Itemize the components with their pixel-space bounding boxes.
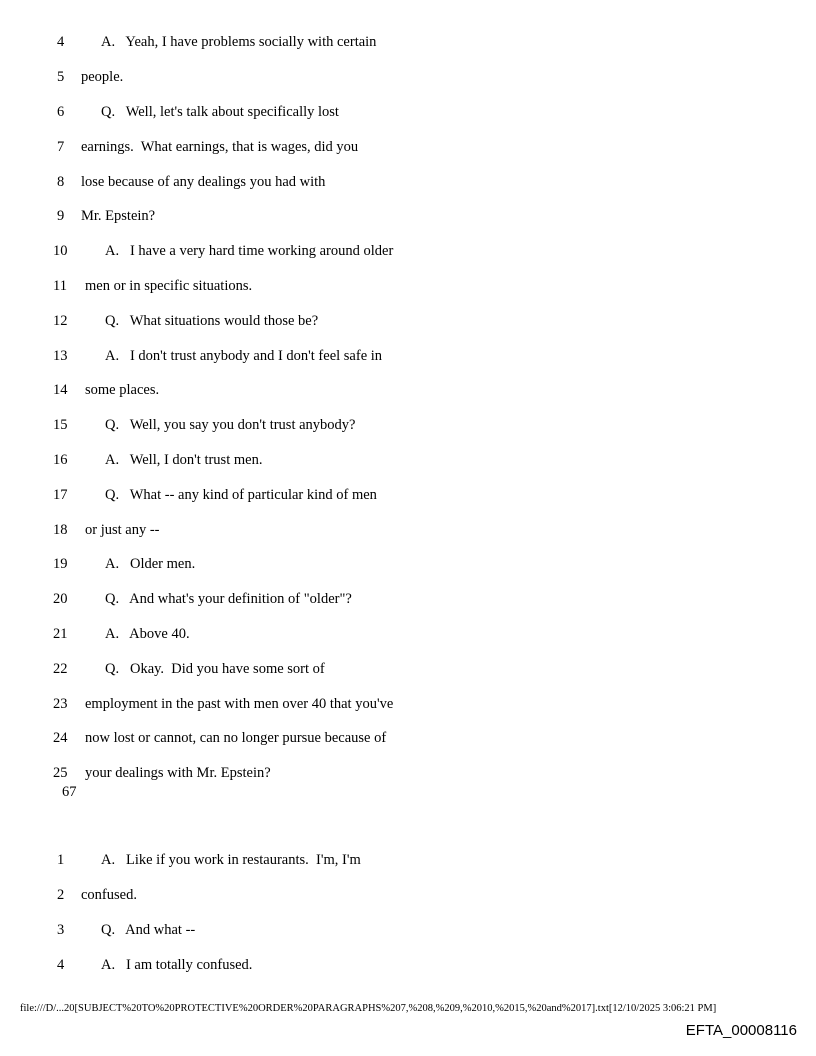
line-number: 19 [53, 556, 68, 572]
line-number: 15 [53, 417, 68, 433]
transcript-line [0, 554, 760, 574]
line-text: or just any -- [85, 522, 160, 538]
transcript-line [0, 955, 760, 975]
line-number: 17 [53, 487, 68, 503]
transcript-line [0, 102, 760, 122]
line-text: employment in the past with men over 40 that you've [85, 696, 394, 712]
line-number: 18 [53, 522, 68, 538]
line-number: 4 [57, 957, 65, 973]
transcript-line [0, 659, 760, 679]
line-number: 8 [57, 174, 65, 190]
line-text: A. Yeah, I have problems socially with certain [101, 34, 377, 50]
line-number: 25 [53, 765, 68, 781]
line-text: A. Like if you work in restaurants. I'm, I'm [101, 852, 361, 868]
line-number: 14 [53, 382, 68, 398]
line-text: now lost or cannot, can no longer pursue because of [85, 730, 387, 746]
line-text: lose because of any dealings you had with [81, 174, 326, 190]
line-number: 1 [57, 852, 65, 868]
footer-file-path: file:///D/...20[SUBJECT%20TO%20PROTECTIVE%20ORDER%20PARAGRAPHS%207,%208,%209,%2010,%2015,%20and%2017].txt[12/10/2025 3:06:21 PM] [20, 1003, 717, 1014]
line-text: A. I have a very hard time working around older [105, 243, 394, 259]
transcript-line [0, 885, 760, 905]
line-text: men or in specific situations. [85, 278, 253, 294]
transcript-line [0, 763, 760, 783]
line-number: 4 [57, 34, 65, 50]
line-number: 13 [53, 348, 68, 364]
transcript-line [0, 206, 760, 226]
line-text: Q. And what's your definition of "older"? [105, 591, 352, 607]
transcript-line [0, 920, 760, 940]
transcript-line [0, 728, 760, 748]
transcript-line [0, 624, 760, 644]
line-text: A. Well, I don't trust men. [105, 452, 263, 468]
line-number: 23 [53, 696, 68, 712]
transcript-line [0, 415, 760, 435]
line-number: 7 [57, 139, 65, 155]
transcript-line [0, 346, 760, 366]
line-text: people. [81, 69, 124, 85]
line-number: 22 [53, 661, 68, 677]
transcript-line [0, 520, 760, 540]
line-number: 10 [53, 243, 68, 259]
line-text: earnings. What earnings, that is wages, did you [81, 139, 359, 155]
line-text: Q. What -- any kind of particular kind of men [105, 487, 377, 503]
line-text: Mr. Epstein? [81, 208, 156, 224]
line-number: 20 [53, 591, 68, 607]
line-number: 2 [57, 887, 65, 903]
transcript-line [0, 694, 760, 714]
transcript-line [0, 172, 760, 192]
line-number: 21 [53, 626, 68, 642]
transcript-line [0, 311, 760, 331]
line-text: Q. Okay. Did you have some sort of [105, 661, 325, 677]
line-number: 5 [57, 69, 65, 85]
line-number: 16 [53, 452, 68, 468]
line-text: some places. [85, 382, 160, 398]
transcript-line [0, 32, 760, 52]
line-number: 24 [53, 730, 68, 746]
line-number: 6 [57, 104, 65, 120]
line-text: A. Older men. [105, 556, 196, 572]
line-text: Q. And what -- [101, 922, 196, 938]
line-text: A. I am totally confused. [101, 957, 253, 973]
line-number: 3 [57, 922, 65, 938]
line-number: 11 [53, 278, 67, 294]
transcript-line [0, 485, 760, 505]
transcript-line [0, 137, 760, 157]
line-text: Q. What situations would those be? [105, 313, 319, 329]
line-text: Q. Well, let's talk about specifically lost [101, 104, 339, 120]
line-text: Q. Well, you say you don't trust anybody? [105, 417, 356, 433]
transcript-line [0, 850, 760, 870]
line-text: A. Above 40. [105, 626, 190, 642]
transcript-line [0, 276, 760, 296]
transcript-line [0, 450, 760, 470]
transcript-line [0, 380, 760, 400]
page-number: 67 [62, 784, 77, 800]
line-text: your dealings with Mr. Epstein? [85, 765, 271, 781]
transcript-line [0, 241, 760, 261]
transcript-line [0, 67, 760, 87]
line-text: A. I don't trust anybody and I don't feel safe in [105, 348, 383, 364]
transcript-line [0, 589, 760, 609]
bates-number: EFTA_00008116 [685, 1022, 797, 1039]
line-text: confused. [81, 887, 137, 903]
line-number: 12 [53, 313, 68, 329]
line-number: 9 [57, 208, 65, 224]
